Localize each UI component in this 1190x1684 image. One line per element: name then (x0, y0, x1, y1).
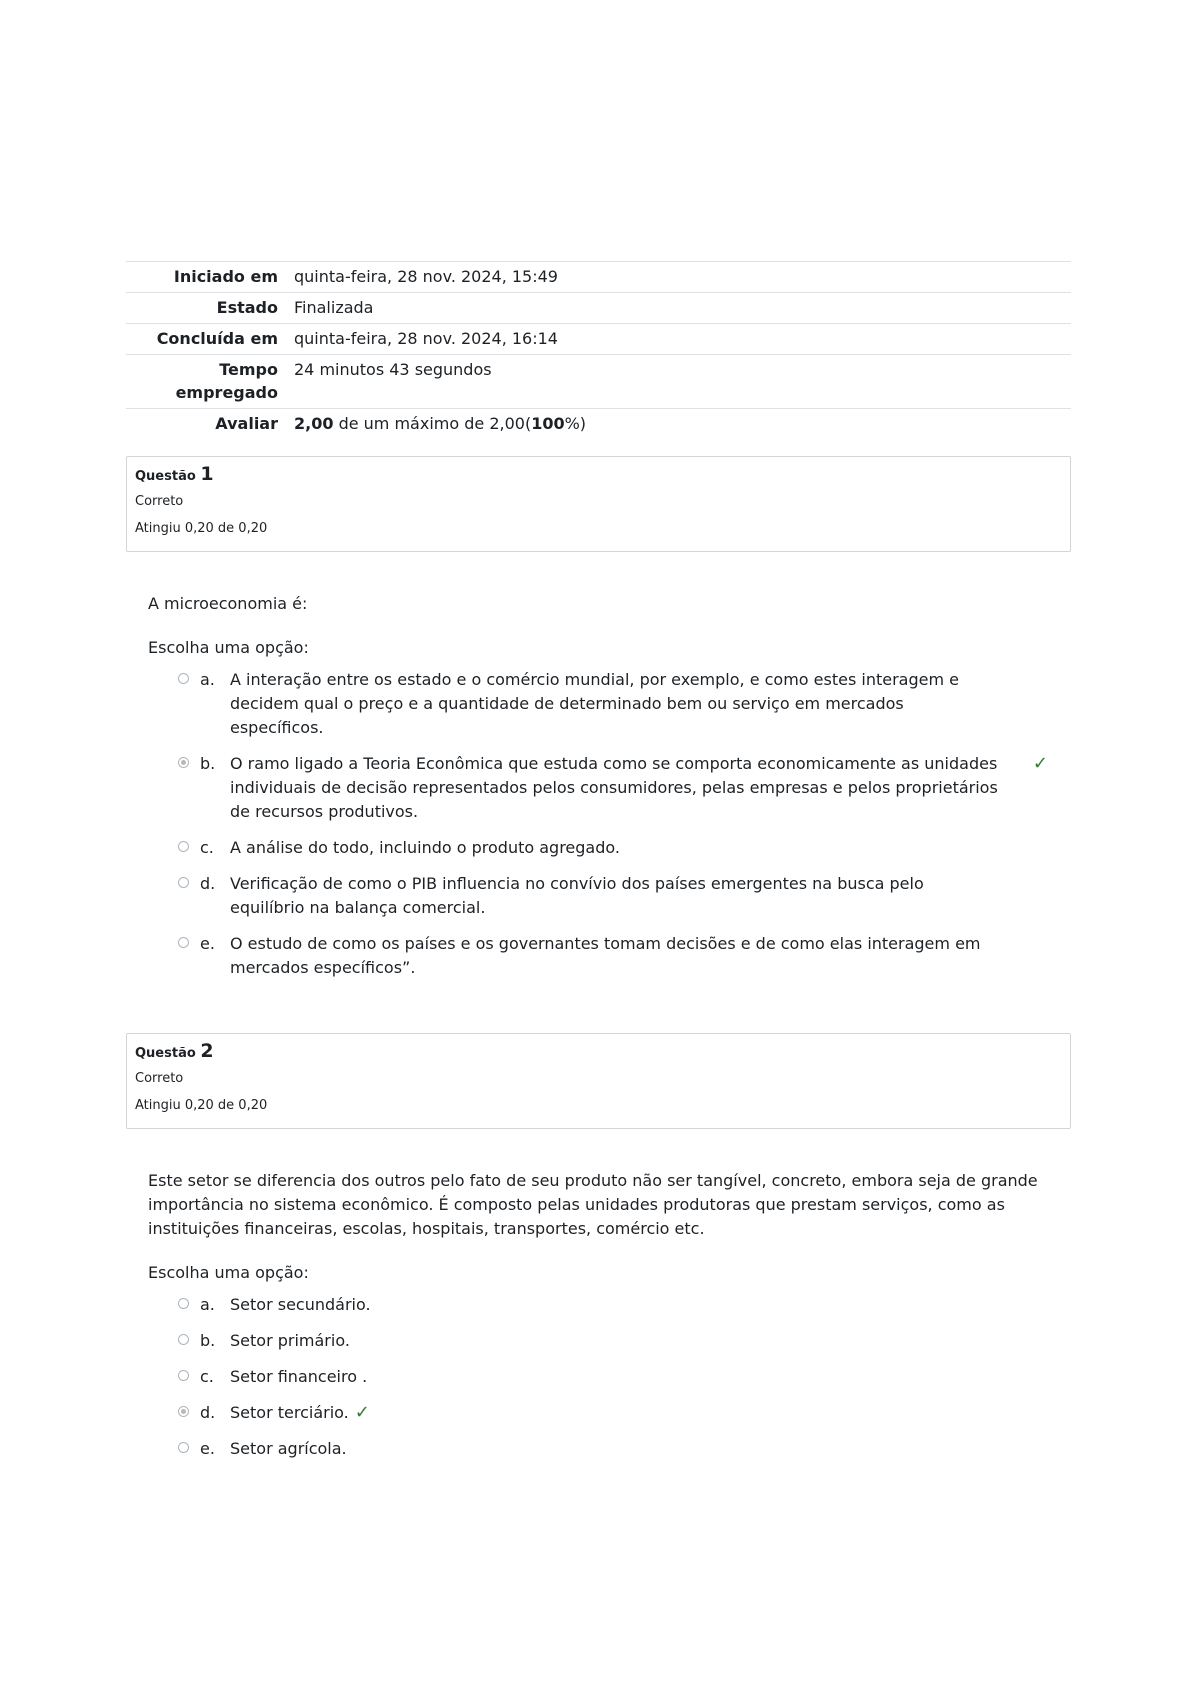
question-number (135, 1040, 1062, 1065)
option-letter: b. (200, 754, 216, 773)
option-letter: a. (200, 670, 215, 689)
radio-button[interactable] (178, 1334, 189, 1345)
question-label: Questão (135, 1046, 196, 1061)
question-number (135, 463, 1062, 488)
answer-option-d[interactable] (148, 872, 1048, 920)
option-letter: a. (200, 1295, 215, 1314)
summary-value: 24 minutos 43 segundos (294, 360, 492, 379)
option-text: Setor secundário. (230, 1295, 371, 1314)
question-info-2 (126, 1033, 1071, 1129)
option-letter: e. (200, 1439, 215, 1458)
question-info-1 (126, 456, 1071, 552)
summary-value: Finalizada (294, 298, 374, 317)
question-text: A microeconomia é: (148, 594, 308, 613)
summary-label: Concluída em (156, 329, 278, 348)
question-number-value: 1 (200, 463, 214, 485)
question-number-value: 2 (200, 1040, 214, 1062)
summary-value: quinta-feira, 28 nov. 2024, 15:49 (294, 267, 558, 286)
answer-option-e[interactable] (148, 932, 1048, 980)
option-text: Verificação de como o PIB influencia no convívio dos países emergentes na busca pelo equilíbrio na balança comercial. (230, 874, 924, 917)
summary-row-grade (126, 409, 1071, 440)
summary-value: quinta-feira, 28 nov. 2024, 16:14 (294, 329, 558, 348)
grade-middle: de um máximo de 2,00( (333, 414, 532, 433)
checkmark-icon: ✓ (1032, 753, 1048, 774)
summary-label: Estado (216, 298, 278, 317)
quiz-review-page (126, 261, 1071, 1473)
checkmark-icon: ✓ (354, 1402, 370, 1423)
answer-option-d[interactable] (148, 1401, 1048, 1425)
summary-row-state (126, 293, 1071, 324)
radio-button[interactable] (178, 937, 189, 948)
answer-option-c[interactable] (148, 836, 1048, 860)
option-text: A interação entre os estado e o comércio mundial, por exemplo, e como estes interagem e decidem qual o preço e a quantidade de determinado bem ou serviço em mercados específicos. (230, 670, 959, 737)
question-grade: Atingiu 0,20 de 0,20 (135, 521, 268, 536)
radio-button[interactable] (178, 673, 189, 684)
answer-option-b[interactable] (148, 752, 1048, 824)
option-text: Setor financeiro . (230, 1367, 368, 1386)
radio-button[interactable] (178, 1442, 189, 1453)
answer-options (148, 668, 1048, 980)
question-content-1 (126, 592, 1048, 980)
radio-button-selected[interactable] (178, 757, 189, 768)
question-label: Questão (135, 469, 196, 484)
question-content-2 (126, 1169, 1048, 1461)
answer-option-b[interactable] (148, 1329, 1048, 1353)
answer-option-e[interactable] (148, 1437, 1048, 1461)
option-text-wrapper (230, 1401, 1002, 1425)
question-state: Correto (135, 494, 184, 509)
answer-option-a[interactable] (148, 668, 1048, 740)
option-letter: b. (200, 1331, 216, 1350)
grade-end: %) (564, 414, 587, 433)
answer-options (148, 1293, 1048, 1461)
attempt-summary-table (126, 261, 1071, 439)
question-prompt: Escolha uma opção: (148, 638, 309, 657)
option-letter: c. (200, 838, 214, 857)
radio-button[interactable] (178, 1298, 189, 1309)
option-letter: d. (200, 874, 216, 893)
summary-label: Avaliar (215, 414, 278, 433)
summary-row-completed (126, 324, 1071, 355)
radio-button-selected[interactable] (178, 1406, 189, 1417)
option-letter: e. (200, 934, 215, 953)
option-text: A análise do todo, incluindo o produto agregado. (230, 838, 620, 857)
question-grade: Atingiu 0,20 de 0,20 (135, 1098, 268, 1113)
option-letter: c. (200, 1367, 214, 1386)
option-text: Setor primário. (230, 1331, 350, 1350)
summary-label: Tempo empregado (175, 360, 278, 402)
summary-row-time-taken (126, 355, 1071, 409)
question-prompt: Escolha uma opção: (148, 1263, 309, 1282)
option-text: O estudo de como os países e os governantes tomam decisões e de como elas interagem em mercados específicos”. (230, 934, 981, 977)
grade-percent: 100 (531, 414, 565, 433)
option-text: Setor agrícola. (230, 1439, 347, 1458)
radio-button[interactable] (178, 1370, 189, 1381)
summary-row-started (126, 262, 1071, 293)
answer-option-a[interactable] (148, 1293, 1048, 1317)
grade-score: 2,00 (294, 414, 334, 433)
radio-button[interactable] (178, 877, 189, 888)
radio-button[interactable] (178, 841, 189, 852)
summary-value (286, 409, 1071, 440)
option-text: Setor terciário. (230, 1403, 349, 1422)
question-state: Correto (135, 1071, 184, 1086)
answer-option-c[interactable] (148, 1365, 1048, 1389)
option-letter: d. (200, 1403, 216, 1422)
option-text: O ramo ligado a Teoria Econômica que estuda como se comporta economicamente as unidades individuais de decisão representados pelos consumidores, pelas empresas e pelos proprietários de recursos produtivos. (230, 754, 998, 821)
summary-label: Iniciado em (173, 267, 278, 286)
question-text: Este setor se diferencia dos outros pelo fato de seu produto não ser tangível, concreto, embora seja de grande importância no sistema econômico. É composto pelas unidades produtoras que prestam serviços, como as instituições financeiras, escolas, hospitais, transportes, comércio etc. (148, 1171, 1038, 1238)
